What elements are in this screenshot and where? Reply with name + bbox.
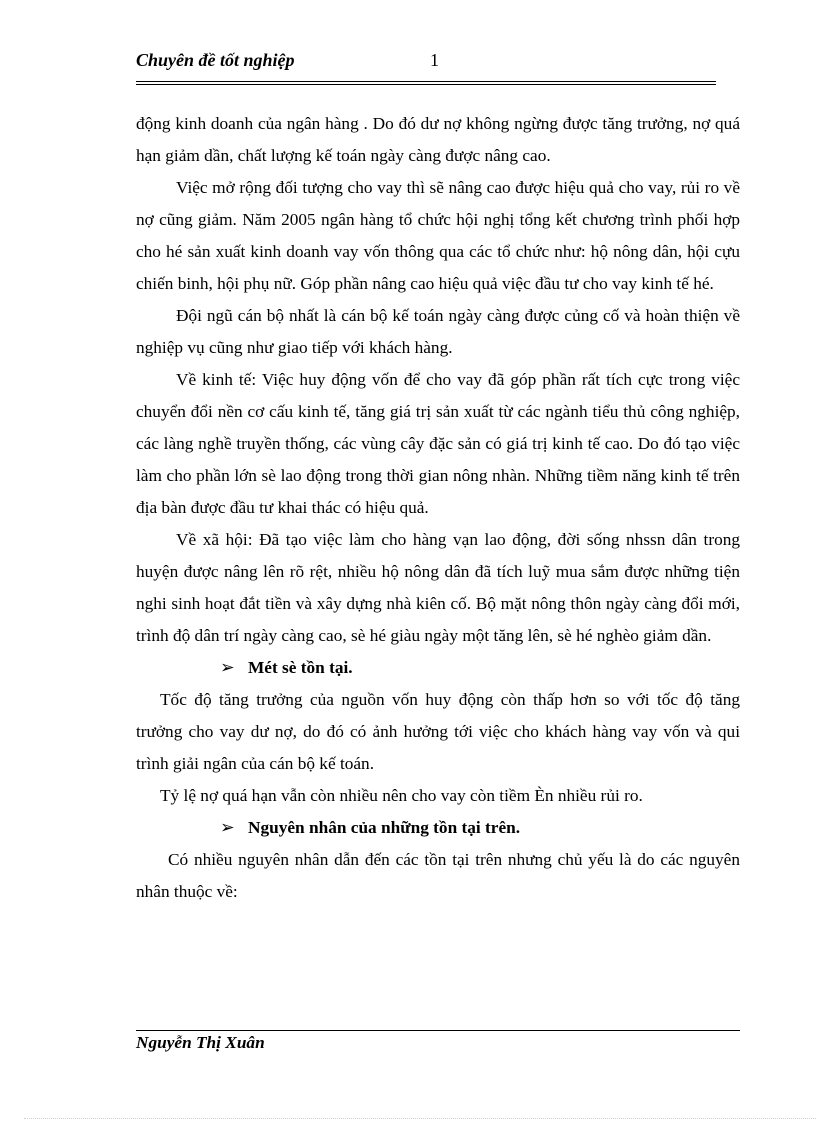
section-heading-text: Mét sè tồn tại. bbox=[248, 658, 353, 677]
paragraph: động kinh doanh của ngân hàng . Do đó dư nợ không ngừng được tăng trưởng, nợ quá hạn giảm dần, chất lượng kế toán ngày càng được nâng cao. bbox=[136, 114, 740, 165]
page-edge-border bbox=[24, 1118, 816, 1119]
paragraph: Việc mở rộng đối tượng cho vay thì sẽ nâng cao được hiệu quả cho vay, rủi ro về nợ cũng giảm. Năm 2005 ngân hàng tổ chức hội nghị tổng kết chương trình phối hợp cho hé sản xuất kinh doanh vay vốn thông qua các tổ chức như: hộ nông dân, hội cựu chiến binh, hội phụ nữ. Góp phần nâng cao hiệu quả việc đầu tư cho vay kinh tế hé. bbox=[136, 178, 740, 293]
section-heading bbox=[136, 812, 740, 844]
page-header bbox=[136, 48, 716, 88]
paragraph: Có nhiều nguyên nhân dẫn đến các tồn tại trên nhưng chủ yếu là do các nguyên nhân thuộc về: bbox=[136, 850, 740, 901]
paragraph: Tốc độ tăng trưởng của nguồn vốn huy động còn thấp hơn so với tốc độ tăng trưởng cho vay dư nợ, do đó có ảnh hưởng tới việc cho khách hàng vay vốn và qui trình giải ngân của cán bộ kế toán. bbox=[136, 690, 740, 773]
arrow-bullet-icon: ➢ bbox=[220, 818, 235, 837]
section-heading-text: Nguyên nhân của những tồn tại trên. bbox=[248, 818, 521, 837]
document-body bbox=[136, 108, 740, 908]
footer-divider bbox=[136, 1030, 740, 1031]
arrow-bullet-icon: ➢ bbox=[220, 658, 235, 677]
author-name: Nguyễn Thị Xuân bbox=[136, 1033, 265, 1052]
paragraph: Tỷ lệ nợ quá hạn vẫn còn nhiều nên cho vay còn tiềm Èn nhiều rủi ro. bbox=[160, 786, 643, 805]
section-heading bbox=[136, 652, 740, 684]
document-title: Chuyên đề tốt nghiệp bbox=[136, 50, 295, 70]
paragraph: Về kinh tế: Việc huy động vốn để cho vay đã góp phần rất tích cực trong việc chuyển đổi nền cơ cấu kinh tế, tăng giá trị sản xuất từ các ngành tiểu thủ công nghiệp, các làng nghề truyền thống, các vùng cây đặc sản có giá trị kinh tế cao. Do đó tạo việc làm cho phần lớn sè lao động trong thời gian nông nhàn. Những tiềm năng kinh tế trên địa bàn được đầu tư khai thác có hiệu quả. bbox=[136, 370, 740, 517]
page-number: 1 bbox=[430, 50, 439, 70]
paragraph: Đội ngũ cán bộ nhất là cán bộ kế toán ngày càng được củng cố và hoàn thiện về nghiệp vụ cũng như giao tiếp với khách hàng. bbox=[136, 306, 740, 357]
header-divider bbox=[136, 81, 716, 85]
paragraph: Về xã hội: Đã tạo việc làm cho hàng vạn lao động, đời sống nhssn dân trong huyện được nâng lên rõ rệt, nhiều hộ nông dân đã tích luỹ mua sắm được những tiện nghi sinh hoạt đắt tiền và xây dựng nhà kiên cố. Bộ mặt nông thôn ngày càng đổi mới, trình độ dân trí ngày càng cao, sè hé giàu ngày một tăng lên, sè hé nghèo giảm dần. bbox=[136, 530, 740, 645]
